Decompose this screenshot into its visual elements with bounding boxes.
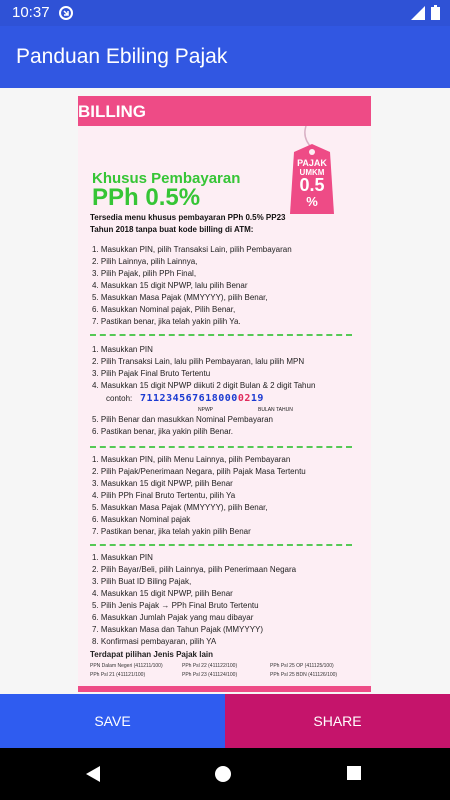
list-item: 7. Pastikan benar, jika telah yakin pilih Benar [92, 527, 251, 536]
list-item: 1. Masukkan PIN, pilih Transaksi Lain, pilih Pembayaran [92, 245, 292, 254]
list-item: 8. Konfirmasi pembayaran, pilih YA [92, 637, 217, 646]
list-item: 2. Pilih Lainnya, pilih Lainnya, [92, 257, 198, 266]
tag-line4: % [306, 194, 318, 209]
guide-image [78, 96, 371, 692]
section2-list [92, 344, 362, 392]
section3-list [92, 454, 362, 538]
section1-list [92, 244, 362, 328]
list-item: 1. Masukkan PIN [92, 553, 153, 562]
title-small: Khusus Pembayaran [92, 170, 241, 187]
save-button[interactable]: SAVE [0, 694, 225, 748]
list-item: 5. Pilih Benar dan masukkan Nominal Pembayaran [92, 415, 273, 424]
list-item: 7. Pastikan benar, jika telah yakin pilih Ya. [92, 317, 241, 326]
status-time: 10:37 [12, 4, 50, 21]
contoh-label: contoh: [106, 394, 133, 403]
doc-header [78, 96, 371, 126]
list-item: 1. Masukkan PIN [92, 345, 153, 354]
npwp-year: 19 [250, 393, 264, 404]
npwp-month: 02 [237, 393, 251, 404]
list-item: 2. Pilih Transaksi Lain, lalu pilih Pembayaran, lalu pilih MPN [92, 357, 305, 366]
list-item: 4. Pilih PPh Final Bruto Tertentu, pilih Ya [92, 491, 236, 500]
jenis-col [270, 662, 337, 680]
list-item: 7. Masukkan Masa dan Tahun Pajak (MMYYYY) [92, 625, 264, 634]
list-item: 2. Pilih Pajak/Penerimaan Negara, pilih Pajak Masa Tertentu [92, 467, 306, 476]
section2b-list [92, 414, 362, 438]
divider [90, 334, 352, 336]
doc-footer-bar [78, 686, 371, 692]
battery-icon [431, 5, 440, 20]
jenis-item: PPh Psl 25 OP (411125/100) [270, 663, 334, 669]
jenis-item: PPh Psl 23 (411124/100) [182, 672, 238, 678]
section4-list [92, 552, 362, 648]
list-item: 4. Masukkan 15 digit NPWP, pilih Benar [92, 589, 233, 598]
share-button[interactable]: SHARE [225, 694, 450, 748]
divider [90, 446, 352, 448]
list-item: 5. Masukkan Masa Pajak (MMYYYY), pilih Benar, [92, 293, 268, 302]
npwp-example [140, 393, 264, 404]
jenis-item: PPh Psl 22 (411122/100) [182, 663, 238, 669]
bulan-tahun-caption: BULAN TAHUN [258, 407, 293, 413]
list-item: 1. Masukkan PIN, pilih Menu Lainnya, pilih Pembayaran [92, 455, 291, 464]
jenis-item: PPh Psl 25 BDN (411126/100) [270, 672, 338, 678]
list-item: 6. Masukkan Jumlah Pajak yang mau dibayar [92, 613, 254, 622]
jenis-col [182, 662, 237, 680]
bottom-action-bar [0, 694, 450, 748]
system-nav-bar [0, 748, 450, 800]
doc-header-text: BILLING [78, 102, 146, 121]
npwp-caption: NPWP [198, 407, 213, 413]
list-item: 6. Masukkan Nominal pajak, Pilih Benar, [92, 305, 236, 314]
list-item: 4. Masukkan 15 digit NPWP diikuti 2 digit Bulan & 2 digit Tahun [92, 381, 316, 390]
intro-text: Tersedia menu khusus pembayaran PPh 0.5% PP23 Tahun 2018 tanpa buat kode billing di ATM: [90, 213, 286, 234]
signal-icon [411, 6, 425, 20]
content-area [0, 88, 450, 694]
list-item: 6. Pastikan benar, jika yakin pilih Benar. [92, 427, 233, 436]
list-item: 6. Masukkan Nominal pajak [92, 515, 191, 524]
tag-line3: 0.5 [299, 175, 325, 195]
status-bar [0, 0, 450, 26]
list-item: 4. Masukkan 15 digit NPWP, lalu pilih Benar [92, 281, 248, 290]
jenis-item: PPh Psl 21 (411121/100) [90, 672, 146, 678]
jenis-item: PPN Dalam Negeri (411211/100) [90, 663, 163, 669]
back-icon[interactable] [86, 766, 102, 782]
app-bar [0, 26, 450, 88]
jenis-title: Terdapat pilihan Jenis Pajak lain [90, 650, 214, 659]
tag-line1: PAJAK [297, 158, 327, 168]
npwp-number: 711234567618000 [140, 393, 238, 404]
app-title: Panduan Ebiling Pajak [16, 45, 228, 68]
tag-icon [282, 126, 342, 218]
jenis-col [90, 662, 163, 680]
divider [90, 544, 352, 546]
title-big: PPh 0.5% [92, 184, 201, 211]
list-item: 2. Pilih Bayar/Beli, pilih Lainnya, pilih Penerimaan Negara [92, 565, 297, 574]
list-item: 3. Pilih Pajak, pilih PPh Final, [92, 269, 197, 278]
list-item: 3. Pilih Buat ID Biling Pajak, [92, 577, 192, 586]
app-notification-icon [58, 5, 74, 21]
home-icon[interactable] [215, 766, 231, 782]
list-item: 5. Pilih Jenis Pajak → PPh Final Bruto Tertentu [92, 601, 259, 610]
list-item: 3. Pilih Pajak Final Bruto Tertentu [92, 369, 211, 378]
tag-line2: UMKM [299, 168, 325, 177]
list-item: 5. Masukkan Masa Pajak (MMYYYY), pilih Benar, [92, 503, 268, 512]
list-item: 3. Masukkan 15 digit NPWP, pilih Benar [92, 479, 233, 488]
recent-apps-icon[interactable] [347, 766, 361, 780]
